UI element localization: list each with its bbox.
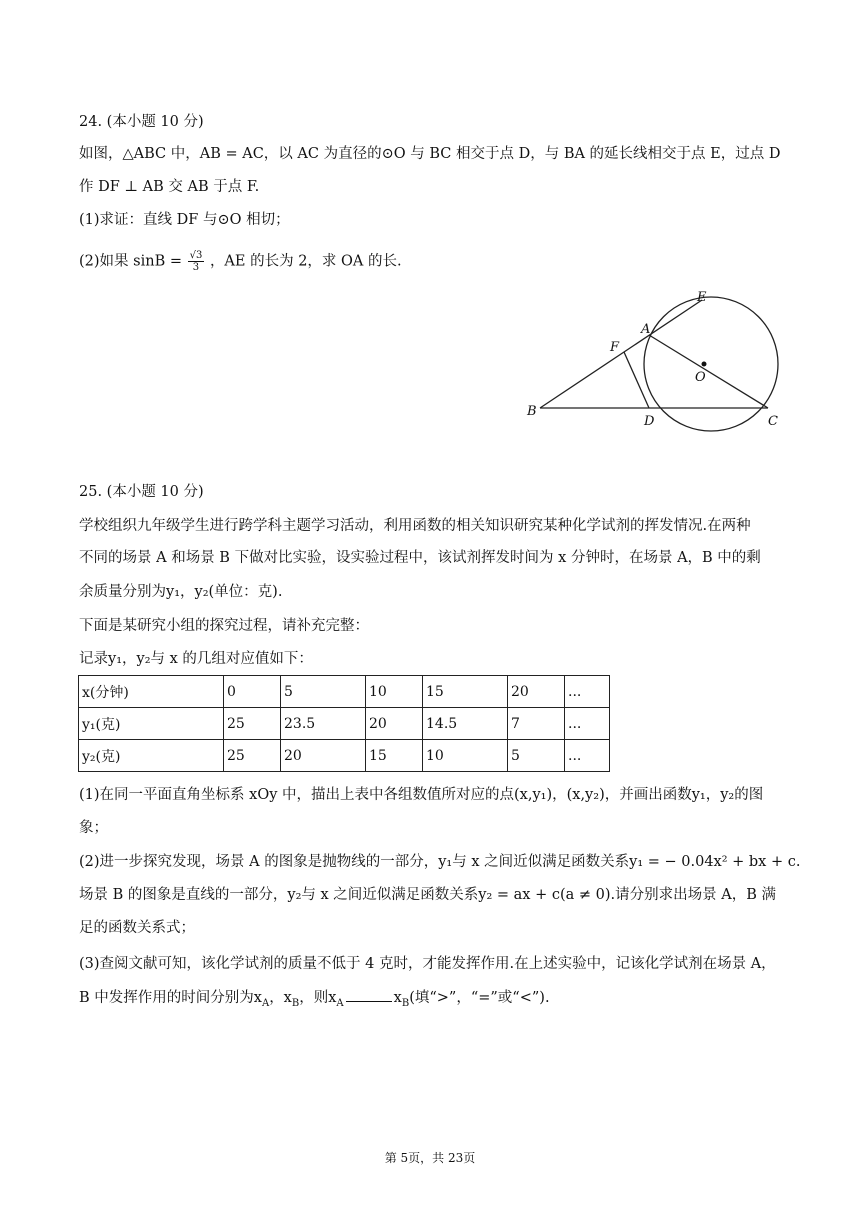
label-b: B — [527, 404, 537, 419]
subscript-a: A — [261, 997, 270, 1009]
circle-o — [644, 297, 778, 431]
sqrt3-over-3-fraction — [188, 250, 205, 273]
q25-intro4: 下面是某研究小组的探究过程，请补充完整： — [79, 618, 369, 634]
q25-intro5: 记录y₁，y₂与 x 的几组对应值如下： — [79, 651, 313, 667]
q25-part2-c: 足的函数关系式； — [79, 920, 195, 936]
table-cell: 20 — [281, 740, 366, 772]
q25-intro2: 不同的场景 A 和场景 B 下做对比实验，设实验过程中，该试剂挥发时间为 x 分钟时，在场景 A，B 中的剩 — [79, 550, 761, 566]
table-cell: ... — [565, 676, 610, 708]
table-cell: x(分钟) — [79, 676, 224, 708]
subscript-a: A — [336, 997, 344, 1009]
q25-part1-a: (1)在同一平面直角坐标系 xOy 中，描出上表中各组数值所对应的点(x,y₁)，(x,y₂)，并画出函数y₁，y₂的图 — [79, 787, 764, 803]
table-cell: y₁(克) — [79, 708, 224, 740]
table-cell: 10 — [366, 676, 423, 708]
table-cell: 23.5 — [281, 708, 366, 740]
label-a: A — [641, 322, 651, 337]
table-cell: 10 — [423, 740, 508, 772]
table-cell: 5 — [508, 740, 565, 772]
table-cell: 5 — [281, 676, 366, 708]
table-row — [79, 708, 610, 740]
table-cell: 7 — [508, 708, 565, 740]
table-cell: 15 — [423, 676, 508, 708]
table-cell: 25 — [224, 740, 281, 772]
table-cell: y₂(克) — [79, 740, 224, 772]
segment-df — [624, 352, 649, 408]
center-point-o — [702, 362, 707, 367]
fraction-denominator: 3 — [192, 262, 200, 273]
table-row — [79, 740, 610, 772]
values-table — [78, 675, 610, 772]
q25-part3-b — [79, 987, 550, 1014]
q24-part1: (1)求证：直线 DF 与⊙O 相切； — [79, 212, 290, 228]
table-cell: 0 — [224, 676, 281, 708]
q25-intro1: 学校组织九年级学生进行跨学科主题学习活动，利用函数的相关知识研究某种化学试剂的挥发情况.在两种 — [79, 518, 751, 534]
answer-blank[interactable] — [346, 987, 392, 1002]
q25-part2-b: 场景 B 的图象是直线的一部分，y₂与 x 之间近似满足函数关系y₂ = ax + c(a ≠ 0).请分别求出场景 A，B 满 — [79, 887, 776, 903]
table-cell: 20 — [366, 708, 423, 740]
table-cell: 15 — [366, 740, 423, 772]
page-footer: 第 5页，共 23页 — [384, 1151, 476, 1165]
q25-part3-text1: B 中发挥作用的时间分别为x — [79, 990, 262, 1006]
label-o: O — [695, 370, 706, 385]
q25-part3-text4: x — [393, 990, 402, 1006]
table-cell: ... — [565, 708, 610, 740]
q25-part1-b: 象； — [79, 820, 108, 836]
q25-part3-a: (3)查阅文献可知，该化学试剂的质量不低于 4 克时，才能发挥作用.在上述实验中，记该化学试剂在场景 A， — [79, 956, 776, 972]
label-c: C — [768, 414, 778, 429]
label-d: D — [644, 414, 655, 429]
segment-ac — [649, 335, 768, 408]
label-f: F — [610, 340, 620, 355]
table-cell: 20 — [508, 676, 565, 708]
q25-header: 25. (本小题 10 分) — [79, 484, 204, 500]
q24-part2-b: ，AE 的长为 2，求 OA 的长. — [209, 253, 402, 270]
fraction-numerator: √3 — [189, 250, 203, 261]
subscript-b: B — [401, 997, 410, 1009]
q25-part3-text2: ，x — [269, 990, 292, 1006]
geometry-figure — [520, 282, 790, 432]
table-cell: 14.5 — [423, 708, 508, 740]
q24-line1: 如图，△ABC 中，AB = AC，以 AC 为直径的⊙O 与 BC 相交于点 D，与 BA 的延长线相交于点 E，过点 D — [79, 146, 781, 162]
q25-part3-text5: (填“>”，“=”或“<”). — [409, 990, 550, 1006]
segment-be — [540, 300, 702, 408]
q24-part2 — [79, 250, 402, 273]
q24-line2: 作 DF ⊥ AB 交 AB 于点 F. — [79, 179, 260, 195]
q25-part3-text3: ，则x — [299, 990, 337, 1006]
table-cell: 25 — [224, 708, 281, 740]
subscript-b: B — [291, 997, 300, 1009]
q25-intro3: 余质量分别为y₁，y₂(单位：克). — [79, 584, 283, 600]
label-e: E — [697, 290, 707, 305]
q25-part2-a: (2)进一步探究发现，场景 A 的图象是抛物线的一部分，y₁与 x 之间近似满足函数关系y₁ = − 0.04x² + bx + c. — [79, 854, 801, 870]
table-row — [79, 676, 610, 708]
table-cell: ... — [565, 740, 610, 772]
q24-part2-a: (2)如果 sinB = — [79, 253, 182, 270]
q24-header: 24. (本小题 10 分) — [79, 114, 204, 130]
